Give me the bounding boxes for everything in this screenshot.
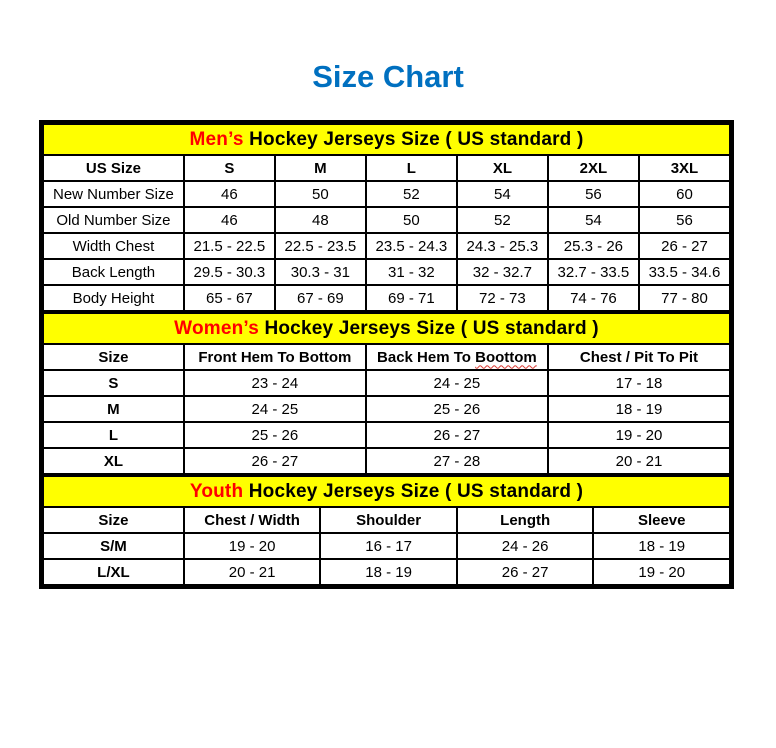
- column-header: 3XL: [639, 155, 730, 181]
- column-header: S: [184, 155, 275, 181]
- page-title: Size Chart: [312, 59, 464, 94]
- row-label: Width Chest: [43, 233, 184, 259]
- value-cell: 21.5 - 22.5: [184, 233, 275, 259]
- misspelled-word: Boottom: [475, 348, 537, 366]
- band-text: Hockey Jerseys Size ( US standard ): [258, 317, 599, 339]
- value-cell: 52: [457, 207, 548, 233]
- table-row: [43, 422, 730, 448]
- table-row: [43, 259, 730, 285]
- value-cell: 29.5 - 30.3: [184, 259, 275, 285]
- size-chart-tables: [39, 120, 734, 589]
- value-cell: 56: [548, 181, 639, 207]
- column-header: Length: [457, 507, 594, 533]
- table-row: [43, 285, 730, 311]
- column-header: Chest / Width: [184, 507, 321, 533]
- value-cell: 74 - 76: [548, 285, 639, 311]
- value-cell: 19 - 20: [184, 533, 321, 559]
- value-cell: 48: [275, 207, 366, 233]
- value-cell: 69 - 71: [366, 285, 457, 311]
- row-label: M: [43, 396, 184, 422]
- value-cell: 26 - 27: [366, 422, 548, 448]
- row-label: S: [43, 370, 184, 396]
- row-label: S/M: [43, 533, 184, 559]
- value-cell: 67 - 69: [275, 285, 366, 311]
- value-cell: 20 - 21: [548, 448, 730, 474]
- value-cell: 24 - 25: [366, 370, 548, 396]
- value-cell: 18 - 19: [548, 396, 730, 422]
- column-header: XL: [457, 155, 548, 181]
- table-row: [43, 181, 730, 207]
- value-cell: 25.3 - 26: [548, 233, 639, 259]
- value-cell: 23.5 - 24.3: [366, 233, 457, 259]
- band-highlight: Youth: [189, 480, 244, 502]
- table-row: [43, 533, 730, 559]
- column-header: L: [366, 155, 457, 181]
- value-cell: 46: [184, 207, 275, 233]
- value-cell: 26 - 27: [639, 233, 730, 259]
- table-row: [43, 396, 730, 422]
- row-label: New Number Size: [43, 181, 184, 207]
- column-header: Chest / Pit To Pit: [548, 344, 730, 370]
- table-row: [43, 207, 730, 233]
- value-cell: 17 - 18: [548, 370, 730, 396]
- value-cell: 25 - 26: [184, 422, 366, 448]
- row-label: Old Number Size: [43, 207, 184, 233]
- value-cell: 26 - 27: [184, 448, 366, 474]
- column-header: Back Hem To Boottom: [366, 344, 548, 370]
- value-cell: 18 - 19: [593, 533, 730, 559]
- band-text: Hockey Jerseys Size ( US standard ): [243, 480, 584, 502]
- value-cell: 54: [548, 207, 639, 233]
- section-band-row: [43, 313, 730, 344]
- value-cell: 50: [366, 207, 457, 233]
- value-cell: 50: [275, 181, 366, 207]
- value-cell: 46: [184, 181, 275, 207]
- value-cell: 27 - 28: [366, 448, 548, 474]
- table-row: [43, 233, 730, 259]
- value-cell: 20 - 21: [184, 559, 321, 585]
- band-highlight: Men’s: [189, 128, 244, 150]
- section-band-mens: [43, 124, 730, 155]
- value-cell: 19 - 20: [593, 559, 730, 585]
- value-cell: 24 - 25: [184, 396, 366, 422]
- value-cell: 18 - 19: [320, 559, 457, 585]
- column-header: Sleeve: [593, 507, 730, 533]
- value-cell: 26 - 27: [457, 559, 594, 585]
- value-cell: 24.3 - 25.3: [457, 233, 548, 259]
- column-header: Shoulder: [320, 507, 457, 533]
- column-header-row: [43, 155, 730, 181]
- value-cell: 16 - 17: [320, 533, 457, 559]
- value-cell: 22.5 - 23.5: [275, 233, 366, 259]
- table-row: [43, 559, 730, 585]
- band-text: Hockey Jerseys Size ( US standard ): [243, 128, 584, 150]
- size-table-youth: [42, 475, 731, 586]
- value-cell: 60: [639, 181, 730, 207]
- size-table-mens: [42, 123, 731, 312]
- section-band-youth: [43, 476, 730, 507]
- value-cell: 33.5 - 34.6: [639, 259, 730, 285]
- value-cell: 25 - 26: [366, 396, 548, 422]
- value-cell: 19 - 20: [548, 422, 730, 448]
- section-band-row: [43, 476, 730, 507]
- row-label: L/XL: [43, 559, 184, 585]
- section-band-womens: [43, 313, 730, 344]
- column-header-row: [43, 507, 730, 533]
- size-chart-page: [0, 56, 776, 589]
- value-cell: 31 - 32: [366, 259, 457, 285]
- value-cell: 56: [639, 207, 730, 233]
- column-header: Size: [43, 344, 184, 370]
- value-cell: 32 - 32.7: [457, 259, 548, 285]
- section-band-row: [43, 124, 730, 155]
- value-cell: 52: [366, 181, 457, 207]
- column-header: Size: [43, 507, 184, 533]
- value-cell: 23 - 24: [184, 370, 366, 396]
- column-header: US Size: [43, 155, 184, 181]
- column-header: 2XL: [548, 155, 639, 181]
- column-header: Front Hem To Bottom: [184, 344, 366, 370]
- band-highlight: Women’s: [174, 317, 259, 339]
- value-cell: 65 - 67: [184, 285, 275, 311]
- row-label: Back Length: [43, 259, 184, 285]
- value-cell: 30.3 - 31: [275, 259, 366, 285]
- column-header: M: [275, 155, 366, 181]
- value-cell: 24 - 26: [457, 533, 594, 559]
- row-label: L: [43, 422, 184, 448]
- value-cell: 54: [457, 181, 548, 207]
- value-cell: 77 - 80: [639, 285, 730, 311]
- value-cell: 32.7 - 33.5: [548, 259, 639, 285]
- table-row: [43, 370, 730, 396]
- value-cell: 72 - 73: [457, 285, 548, 311]
- row-label: Body Height: [43, 285, 184, 311]
- row-label: XL: [43, 448, 184, 474]
- column-header-row: [43, 344, 730, 370]
- table-row: [43, 448, 730, 474]
- size-table-womens: [42, 312, 731, 475]
